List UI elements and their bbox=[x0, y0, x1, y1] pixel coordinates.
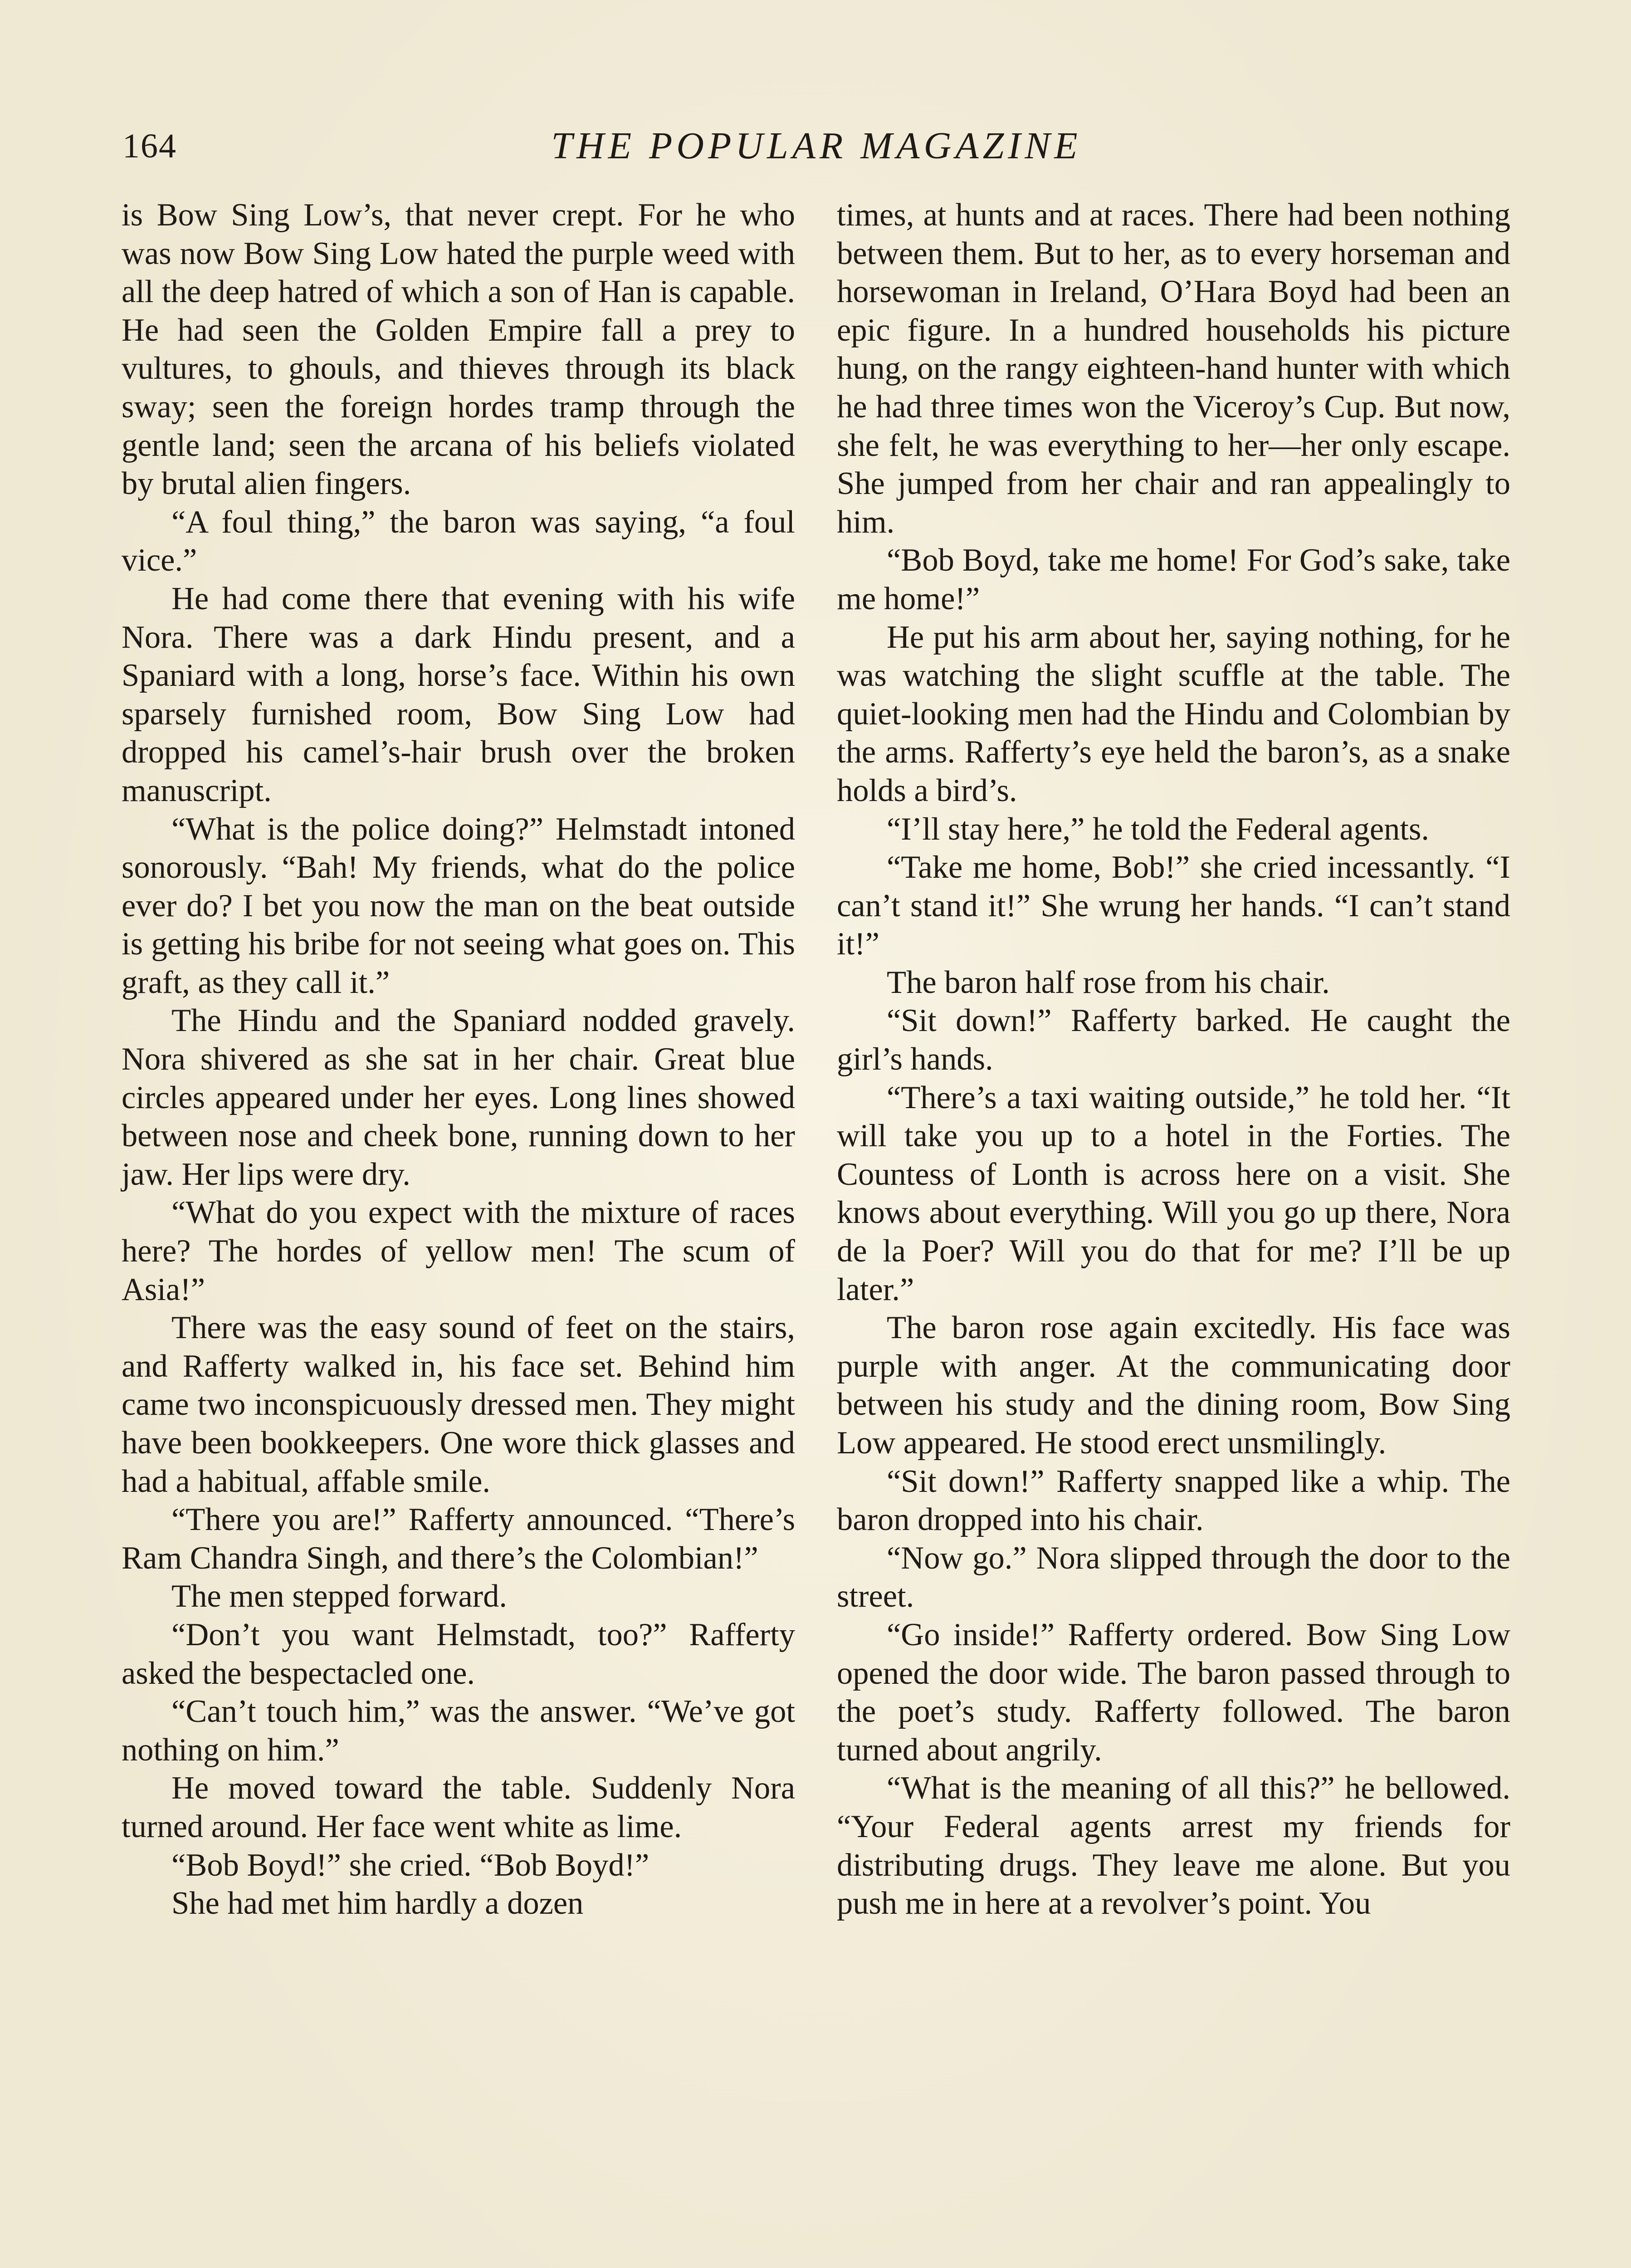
paragraph: “Now go.” Nora slipped through the door to the street. bbox=[837, 1540, 1510, 1614]
paragraph: He moved toward the table. Suddenly Nora turned around. Her face went white as lime. bbox=[122, 1770, 795, 1844]
paragraph: “What is the police doing?” Helmstadt intoned sonorously. “Bah! My friends, what do the police ever do? I bet you now the man on the beat outside is getting his bribe for not seeing what goes on. This graft, as they call it.” bbox=[122, 811, 795, 1000]
paragraph: times, at hunts and at races. There had been nothing between them. But to her, as to every horseman and horsewoman in Ireland, O’Hara Boyd had been an epic figure. In a hundred households his picture hung, on the rangy eighteen-hand hunter with which he had three times won the Viceroy’s Cup. But now, she felt, he was everything to her—her only escape. She jumped from her chair and ran appealingly to him. bbox=[837, 197, 1510, 540]
paragraph: He had come there that evening with his wife Nora. There was a dark Hindu present, and a Spaniard with a long, horse’s face. Within his own sparsely furnished room, Bow Sing Low had dropped his camel’s-hair brush over the broken manuscript. bbox=[122, 581, 795, 808]
paragraph: The baron rose again excitedly. His face was purple with anger. At the communicating door between his study and the dining room, Bow Sing Low appeared. He stood erect unsmilingly. bbox=[837, 1310, 1510, 1461]
paragraph: “Sit down!” Rafferty barked. He caught the girl’s hands. bbox=[837, 1003, 1510, 1077]
paragraph: The Hindu and the Spaniard nodded gravely. Nora shivered as she sat in her chair. Great blue circles appeared under her eyes. Long lines showed between nose and cheek bone, running down to her jaw. Her lips were dry. bbox=[122, 1003, 795, 1192]
paragraph: There was the easy sound of feet on the stairs, and Rafferty walked in, his face set. Behind him came two inconspicuously dressed men. They might have been bookkeepers. One wore thick glasses and had a habitual, affable smile. bbox=[122, 1310, 795, 1499]
running-title: THE POPULAR MAGAZINE bbox=[551, 125, 1082, 167]
paragraph: “What do you expect with the mixture of races here? The hordes of yellow men! The scum of Asia!” bbox=[122, 1195, 795, 1307]
paragraph: “Bob Boyd!” she cried. “Bob Boyd!” bbox=[171, 1847, 649, 1883]
page-header bbox=[122, 119, 1510, 173]
paragraph: “Bob Boyd, take me home! For God’s sake, take me home!” bbox=[837, 543, 1510, 616]
paragraph: “There you are!” Rafferty announced. “There’s Ram Chandra Singh, and there’s the Colombian!” bbox=[122, 1502, 795, 1576]
paragraph: “Sit down!” Rafferty snapped like a whip. The baron dropped into his chair. bbox=[837, 1463, 1510, 1538]
paragraph: “There’s a taxi waiting outside,” he told her. “It will take you up to a hotel in the Forties. The Countess of Lonth is across here on a visit. She knows about everything. Will you go up there, Nora de la Poer? Will you do that for me? I’ll be up later.” bbox=[837, 1080, 1510, 1307]
paragraph: “Don’t you want Helmstadt, too?” Rafferty asked the bespectacled one. bbox=[122, 1617, 795, 1691]
paragraph: “A foul thing,” the baron was saying, “a foul vice.” bbox=[122, 504, 795, 578]
left-column bbox=[122, 196, 795, 1923]
paragraph: “Take me home, Bob!” she cried incessantly. “I can’t stand it!” She wrung her hands. “I can’t stand it!” bbox=[837, 850, 1510, 962]
paragraph: “Can’t touch him,” was the answer. “We’ve got nothing on him.” bbox=[122, 1694, 795, 1768]
paragraph: “What is the meaning of all this?” he bellowed. “Your Federal agents arrest my friends for distributing drugs. They leave me alone. But you push me in here at a revolver’s point. You bbox=[837, 1770, 1510, 1921]
paragraph: “Go inside!” Rafferty ordered. Bow Sing Low opened the door wide. The baron passed through to the poet’s study. Rafferty followed. The baron turned about angrily. bbox=[837, 1617, 1510, 1768]
paragraph: The men stepped forward. bbox=[171, 1579, 507, 1614]
right-column bbox=[837, 196, 1510, 1923]
paragraph: She had met him hardly a dozen bbox=[171, 1886, 584, 1921]
paragraph: is Bow Sing Low’s, that never crept. For he who was now Bow Sing Low hated the purple weed with all the deep hatred of which a son of Han is capable. He had seen the Golden Empire fall a prey to vultures, to ghouls, and thieves through its black sway; seen the foreign hordes tramp through the gentle land; seen the arcana of his beliefs violated by brutal alien fingers. bbox=[122, 197, 795, 502]
paragraph: He put his arm about her, saying nothing, for he was watching the slight scuffle at the table. The quiet-looking men had the Hindu and Colombian by the arms. Rafferty’s eye held the baron’s, as a snake holds a bird’s. bbox=[837, 619, 1510, 808]
paragraph: “I’ll stay here,” he told the Federal agents. bbox=[887, 811, 1430, 847]
page-number: 164 bbox=[122, 127, 177, 165]
paragraph: The baron half rose from his chair. bbox=[887, 964, 1330, 1000]
